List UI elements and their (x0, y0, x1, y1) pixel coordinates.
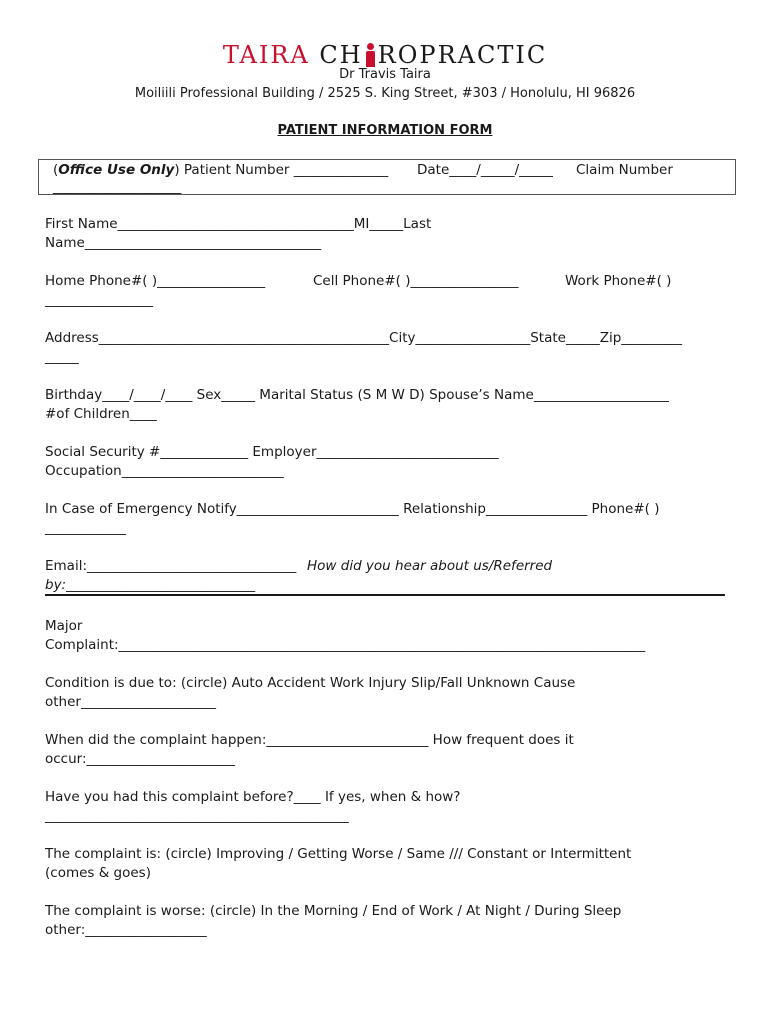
claim-number-field[interactable]: ___________________ (53, 179, 182, 195)
complaint-onset-field[interactable]: When did the complaint happen:________________________ How frequent does it (45, 732, 574, 748)
section-divider (45, 594, 725, 596)
form-title: PATIENT INFORMATION FORM (277, 123, 493, 138)
office-use-label: Office Use Only (58, 162, 175, 178)
date-field[interactable]: Date____/_____/_____ (417, 162, 553, 178)
complaint-status-options[interactable]: The complaint is: (circle) Improving / Getting Worse / Same /// Constant or Intermittent (45, 846, 632, 862)
complaint-frequency-field[interactable]: occur:______________________ (45, 751, 236, 767)
cell-phone-field[interactable]: Cell Phone#( )________________ (313, 273, 519, 289)
emergency-contact-field[interactable]: In Case of Emergency Notify________________________ Relationship_______________ Phone#( ) (45, 501, 660, 517)
work-phone-line[interactable]: ________________ (45, 292, 153, 308)
email-field[interactable]: Email:_______________________________ (45, 558, 297, 574)
referral-field[interactable]: by:____________________________ (45, 577, 256, 593)
condition-other-field[interactable]: other____________________ (45, 694, 216, 710)
logo-word-taira: TAIRA (222, 41, 310, 69)
person-icon (364, 43, 377, 67)
office-use-box (38, 159, 736, 195)
prior-complaint-field[interactable]: Have you had this complaint before?____ If yes, when & how? (45, 789, 461, 805)
home-phone-field[interactable]: Home Phone#( )________________ (45, 273, 266, 289)
major-complaint-field[interactable]: Complaint:______________________________________________________________________________ (45, 637, 646, 653)
birthday-field[interactable]: Birthday____/____/____ Sex_____ Marital Status (S M W D) Spouse’s Name____________________ (45, 387, 669, 403)
address-field[interactable]: Address___________________________________________City_________________State_____Zip_________ (45, 330, 683, 346)
last-name-field[interactable]: Name___________________________________ (45, 235, 322, 251)
name-field[interactable]: First Name___________________________________MI_____Last (45, 216, 432, 232)
work-phone-field[interactable]: Work Phone#( ) (565, 273, 672, 289)
ssn-employer-field[interactable]: Social Security #_____________ Employer___________________________ (45, 444, 499, 460)
zip-continuation[interactable]: _____ (45, 349, 79, 365)
complaint-label: Major (45, 618, 83, 634)
emergency-phone-line[interactable]: ____________ (45, 520, 126, 536)
clinic-address: Moiliili Professional Building / 2525 S. King Street, #303 / Honolulu, HI 96826 (134, 86, 636, 101)
office-use-line: (Office Use Only) Patient Number ______________ (53, 162, 389, 178)
claim-number-label: Claim Number (576, 162, 673, 178)
doctor-name: Dr Travis Taira (339, 67, 431, 82)
prior-complaint-line[interactable]: _____________________________________________ (45, 808, 349, 824)
children-field[interactable]: #of Children____ (45, 406, 157, 422)
condition-cause-options[interactable]: Condition is due to: (circle) Auto Accident Work Injury Slip/Fall Unknown Cause (45, 675, 576, 691)
complaint-worse-options[interactable]: The complaint is worse: (circle) In the Morning / End of Work / At Night / During Sleep (45, 903, 622, 919)
referral-label: How did you hear about us/Referred (307, 558, 553, 574)
occupation-field[interactable]: Occupation________________________ (45, 463, 284, 479)
complaint-worse-other-field[interactable]: other:__________________ (45, 922, 207, 938)
logo-word-chiropractic: CH ROPRACTIC (319, 41, 548, 69)
complaint-status-note: (comes & goes) (45, 865, 151, 881)
clinic-logo (0, 40, 770, 70)
patient-number-field[interactable]: ) Patient Number ______________ (174, 162, 389, 178)
